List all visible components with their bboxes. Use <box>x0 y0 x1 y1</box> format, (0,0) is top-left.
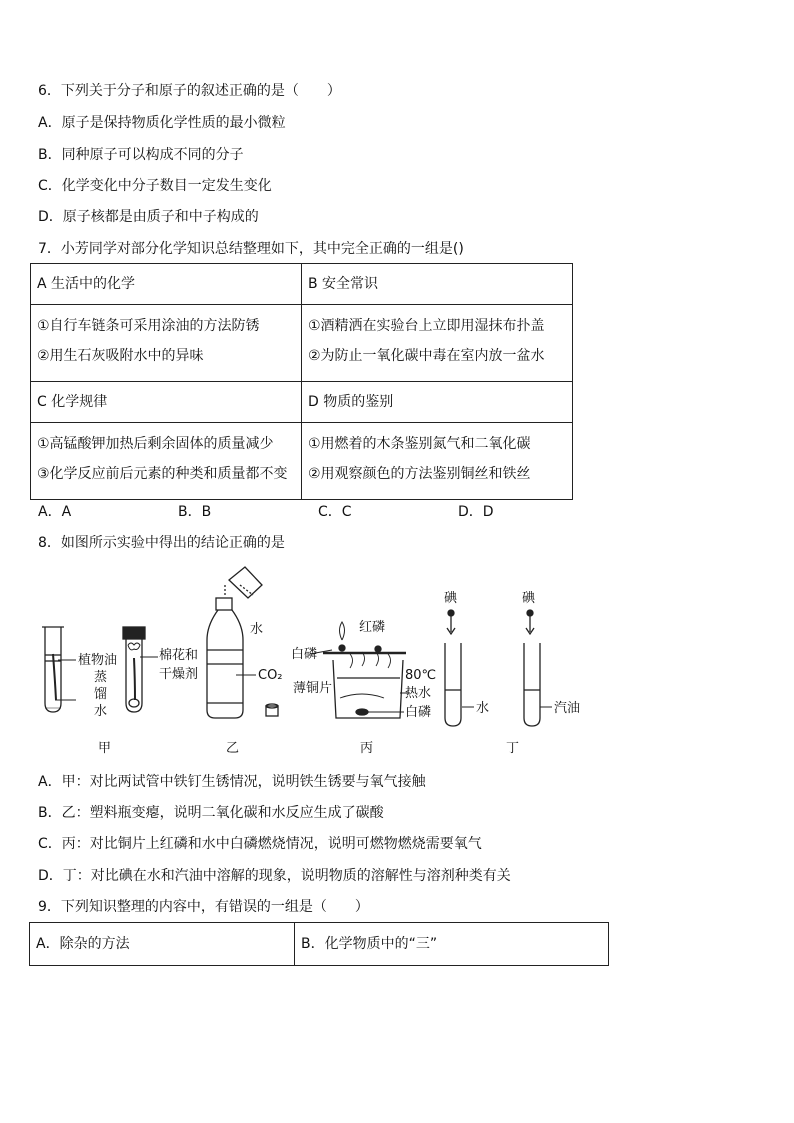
q6-option-b: B．同种原子可以构成不同的分子 <box>38 147 244 163</box>
q7-option-c: C．C <box>318 504 352 520</box>
bottle-yi <box>207 567 278 718</box>
q6-option-d: D．原子核都是由质子和中子构成的 <box>38 209 259 225</box>
beaker-bing <box>323 622 406 718</box>
q6-option-a: A．原子是保持物质化学性质的最小微粒 <box>38 115 286 131</box>
label-yi-desiccant: 干燥剂 <box>159 667 199 682</box>
label-bing-white-phosphorus-bottom: 白磷 <box>405 705 432 720</box>
q9-cell-b: B．化学物质中的“三” <box>295 923 609 966</box>
q8-option-b: B．乙：塑料瓶变瘪，说明二氧化碳和水反应生成了碳酸 <box>38 805 384 821</box>
q7-cell-d-content <box>302 423 573 500</box>
q7-c-item-1: ①高锰酸钾加热后剩余固体的质量减少 <box>37 436 274 452</box>
label-jia-distilled-2: 馏 <box>94 687 108 702</box>
label-bing-hot-water: 热水 <box>405 686 432 701</box>
q7-a-item-2: ②用生石灰吸附水中的异味 <box>37 348 204 364</box>
test-tube-ding-2 <box>524 610 540 726</box>
label-jia-distilled-1: 蒸 <box>94 670 108 685</box>
test-tube-jia-1 <box>42 627 64 712</box>
label-bing-temperature: 80℃ <box>405 668 437 683</box>
label-ding-water: 水 <box>476 701 490 716</box>
q7-cell-c-title: C 化学规律 <box>31 382 302 423</box>
label-ding-iodine-2: 碘 <box>522 591 536 606</box>
q9-stem: 9．下列知识整理的内容中，有错误的一组是（ ） <box>38 899 369 915</box>
label-yi-co2: CO₂ <box>258 668 283 683</box>
q7-b-item-2: ②为防止一氧化碳中毒在室内放一盆水 <box>308 348 545 364</box>
caption-yi: 乙 <box>226 741 240 756</box>
caption-ding: 丁 <box>506 741 520 756</box>
caption-jia: 甲 <box>98 741 112 756</box>
q8-option-d: D．丁：对比碘在水和汽油中溶解的现象，说明物质的溶解性与溶剂种类有关 <box>38 868 511 884</box>
label-bing-red-phosphorus: 红磷 <box>359 620 386 635</box>
q7-cell-a-title: A 生活中的化学 <box>31 264 302 305</box>
q7-stem: 7．小芳同学对部分化学知识总结整理如下，其中完全正确的一组是() <box>38 241 464 257</box>
label-yi-water: 水 <box>250 622 264 637</box>
test-tube-jia-2 <box>123 627 145 712</box>
label-ding-gasoline: 汽油 <box>554 701 581 716</box>
q7-option-d: D．D <box>458 504 494 520</box>
q8-option-a: A．甲：对比两试管中铁钉生锈情况，说明铁生锈要与氧气接触 <box>38 774 426 790</box>
q9-cell-a: A．除杂的方法 <box>30 923 295 966</box>
q7-cell-d-title: D 物质的鉴别 <box>302 382 573 423</box>
q7-options <box>38 503 598 521</box>
q7-c-item-2: ③化学反应前后元素的种类和质量都不变 <box>37 466 288 482</box>
q7-d-item-2: ②用观察颜色的方法鉴别铜丝和铁丝 <box>308 466 531 482</box>
q7-d-item-1: ①用燃着的木条鉴别氮气和二氧化碳 <box>308 436 531 452</box>
caption-bing: 丙 <box>360 741 374 756</box>
q8-stem: 8．如图所示实验中得出的结论正确的是 <box>38 535 285 551</box>
label-yi-cotton: 棉花和 <box>159 648 199 663</box>
q9-knowledge-table <box>29 922 609 966</box>
q6-stem: 6．下列关于分子和原子的叙述正确的是（ ） <box>38 83 341 99</box>
label-bing-copper-sheet: 薄铜片 <box>293 681 333 696</box>
label-bing-white-phosphorus-top: 白磷 <box>291 647 318 662</box>
label-jia-distilled-3: 水 <box>94 704 108 719</box>
q7-cell-c-content <box>31 423 302 500</box>
q7-cell-a-content <box>31 305 302 382</box>
q7-cell-b-title: B 安全常识 <box>302 264 573 305</box>
q7-a-item-1: ①自行车链条可采用涂油的方法防锈 <box>37 318 260 334</box>
test-tube-ding-1 <box>445 610 461 726</box>
label-ding-iodine-1: 碘 <box>444 591 458 606</box>
q7-option-b: B．B <box>178 504 212 520</box>
q7-b-item-1: ①酒精洒在实验台上立即用湿抹布扑盖 <box>308 318 545 334</box>
q6-option-c: C．化学变化中分子数目一定发生变化 <box>38 178 272 194</box>
q7-cell-b-content <box>302 305 573 382</box>
q7-option-a: A．A <box>38 504 72 520</box>
q8-experiment-figure <box>0 560 794 765</box>
label-jia-oil: 植物油 <box>78 653 118 668</box>
q8-option-c: C．丙：对比铜片上红磷和水中白磷燃烧情况，说明可燃物燃烧需要氧气 <box>38 836 482 852</box>
q7-knowledge-table <box>30 263 573 500</box>
